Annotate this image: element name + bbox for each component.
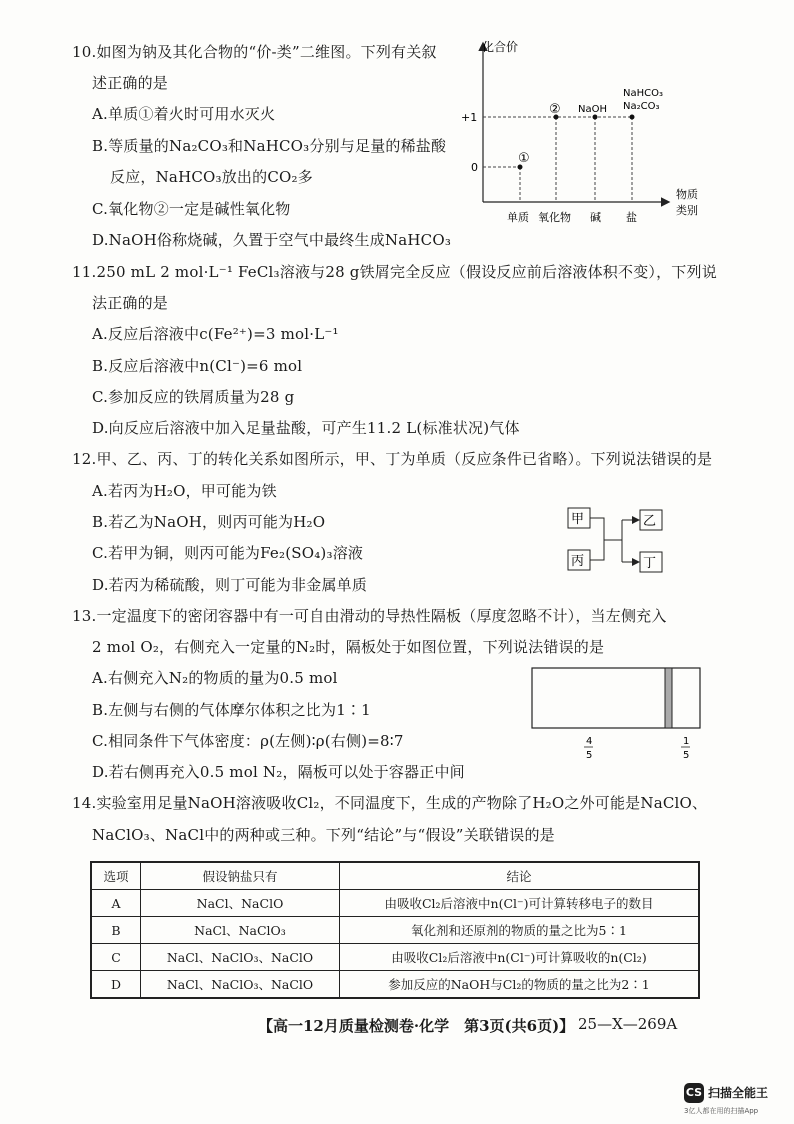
header-assumption: 假设钠盐只有 [141,862,340,890]
y-axis-title: 化合价 [482,40,519,54]
x-tick-oxide: 氧化物 [538,211,571,224]
q11-option-b: B.反应后溶液中n(Cl⁻)=6 mol [92,357,303,375]
q10-option-c: C.氧化物②一定是碱性氧化物 [92,200,291,218]
label-bing: 丙 [571,554,585,569]
row-b-option: B [91,917,141,944]
header-option: 选项 [91,862,141,890]
row-c-conclusion: 由吸收Cl₂后溶液中n(Cl⁻)可计算吸收的n(Cl₂) [340,944,700,971]
container-box [532,668,700,728]
point-1-label: ① [518,151,530,166]
point-salt-label-2: Na₂CO₃ [623,101,660,112]
table-row [91,890,699,917]
x-axis-title-1: 物质 [676,188,698,201]
q11-option-a: A.反应后溶液中c(Fe²⁺)=3 mol·L⁻¹ [92,325,339,343]
q10-option-a: A.单质①着火时可用水灭火 [92,105,276,123]
q14-table [90,861,700,999]
row-d-conclusion: 参加反应的NaOH与Cl₂的物质的量之比为2∶1 [340,971,700,999]
q13-option-a: A.右侧充入N₂的物质的量为0.5 mol [92,669,338,687]
q12-option-c: C.若甲为铜，则丙可能为Fe₂(SO₄)₃溶液 [92,544,364,562]
right-fraction-den: 5 [683,750,690,761]
row-c-option: C [91,944,141,971]
point-salt-label-1: NaHCO₃ [623,88,663,99]
left-fraction-num: 4 [586,736,593,747]
point-naoh-label: NaOH [578,104,607,115]
row-a-option: A [91,890,141,917]
y-tick-0: 0 [471,161,478,174]
conversion-diagram [560,500,680,580]
point-naoh [593,115,598,120]
q14-stem-line1: 14.实验室用足量NaOH溶液吸收Cl₂，不同温度下，生成的产物除了H₂O之外可能是NaClO、 [72,794,708,812]
row-d-option: D [91,971,141,999]
q12-stem: 12.甲、乙、丙、丁的转化关系如图所示，甲、丁为单质（反应条件已省略）。下列说法错误的是 [72,450,713,468]
x-tick-elemental: 单质 [507,211,529,224]
scanner-tagline: 3亿人都在用的扫描App [684,1107,759,1115]
x-tick-salt: 盐 [626,211,637,224]
q13-stem-line2: 2 mol O₂，右侧充入一定量的N₂时，隔板处于如图位置，下列说法错误的是 [92,638,605,656]
q11-option-d: D.向反应后溶液中加入足量盐酸，可产生11.2 L(标准状况)气体 [92,419,520,437]
row-d-assumption: NaCl、NaClO₃、NaClO [141,971,340,999]
q10-option-b-line1: B.等质量的Na₂CO₃和NaHCO₃分别与足量的稀盐酸 [92,137,447,155]
page-footer-title: 【高一12月质量检测卷·化学 第3页(共6页)】 [258,1017,575,1035]
q12-option-a: A.若丙为H₂O，甲可能为铁 [92,482,277,500]
q10-option-d: D.NaOH俗称烧碱，久置于空气中最终生成NaHCO₃ [92,231,452,249]
valence-class-chart [440,34,710,234]
scanner-logo-icon: CS [684,1083,704,1103]
table-header-row [91,862,699,890]
point-salt [630,115,635,120]
left-fraction-den: 5 [586,750,593,761]
q14-stem-line2: NaClO₃、NaCl中的两种或三种。下列“结论”与“假设”关联错误的是 [92,826,555,844]
right-fraction-num: 1 [683,736,690,747]
header-conclusion: 结论 [340,862,700,890]
q11-stem-line2: 法正确的是 [92,294,169,312]
partition-plate [665,668,672,728]
q11-stem-line1: 11.250 mL 2 mol·L⁻¹ FeCl₃溶液与28 g铁屑完全反应（假设反应前后溶液体积不变），下列说 [72,263,717,281]
q10-stem-line2: 述正确的是 [92,74,169,92]
page-footer-code: 25—X—269A [578,1015,678,1033]
row-a-conclusion: 由吸收Cl₂后溶液中n(Cl⁻)可计算转移电子的数目 [340,890,700,917]
q13-option-c: C.相同条件下气体密度：ρ(左侧)∶ρ(右侧)=8∶7 [92,732,404,750]
row-b-conclusion: 氧化剂和还原剂的物质的量之比为5∶1 [340,917,700,944]
table-row [91,944,699,971]
scanner-app-name: 扫描全能王 [708,1086,769,1100]
table-row [91,917,699,944]
label-ding: 丁 [643,556,657,571]
q12-option-b: B.若乙为NaOH，则丙可能为H₂O [92,513,326,531]
q13-option-b: B.左侧与右侧的气体摩尔体积之比为1∶1 [92,701,371,719]
label-yi: 乙 [643,514,657,529]
q13-option-d: D.若右侧再充入0.5 mol N₂，隔板可以处于容器正中间 [92,763,465,781]
x-tick-base: 碱 [590,211,601,224]
point-2-label: ② [549,102,561,117]
q12-option-d: D.若丙为稀硫酸，则丁可能为非金属单质 [92,576,368,594]
q11-option-c: C.参加反应的铁屑质量为28 g [92,388,295,406]
container-diagram [520,660,710,770]
table-row [91,971,699,999]
row-b-assumption: NaCl、NaClO₃ [141,917,340,944]
bracket-left [590,518,604,560]
q10-option-b-line2: 反应，NaHCO₃放出的CO₂多 [110,168,313,186]
row-a-assumption: NaCl、NaClO [141,890,340,917]
y-tick-plus1: +1 [461,111,478,124]
row-c-assumption: NaCl、NaClO₃、NaClO [141,944,340,971]
q13-stem-line1: 13.一定温度下的密闭容器中有一可自由滑动的导热性隔板（厚度忽略不计），当左侧充入 [72,607,667,625]
x-axis-title-2: 类别 [676,204,698,217]
q10-stem-line1: 10.如图为钠及其化合物的“价-类”二维图。下列有关叙 [72,43,437,61]
label-jia: 甲 [571,512,585,527]
